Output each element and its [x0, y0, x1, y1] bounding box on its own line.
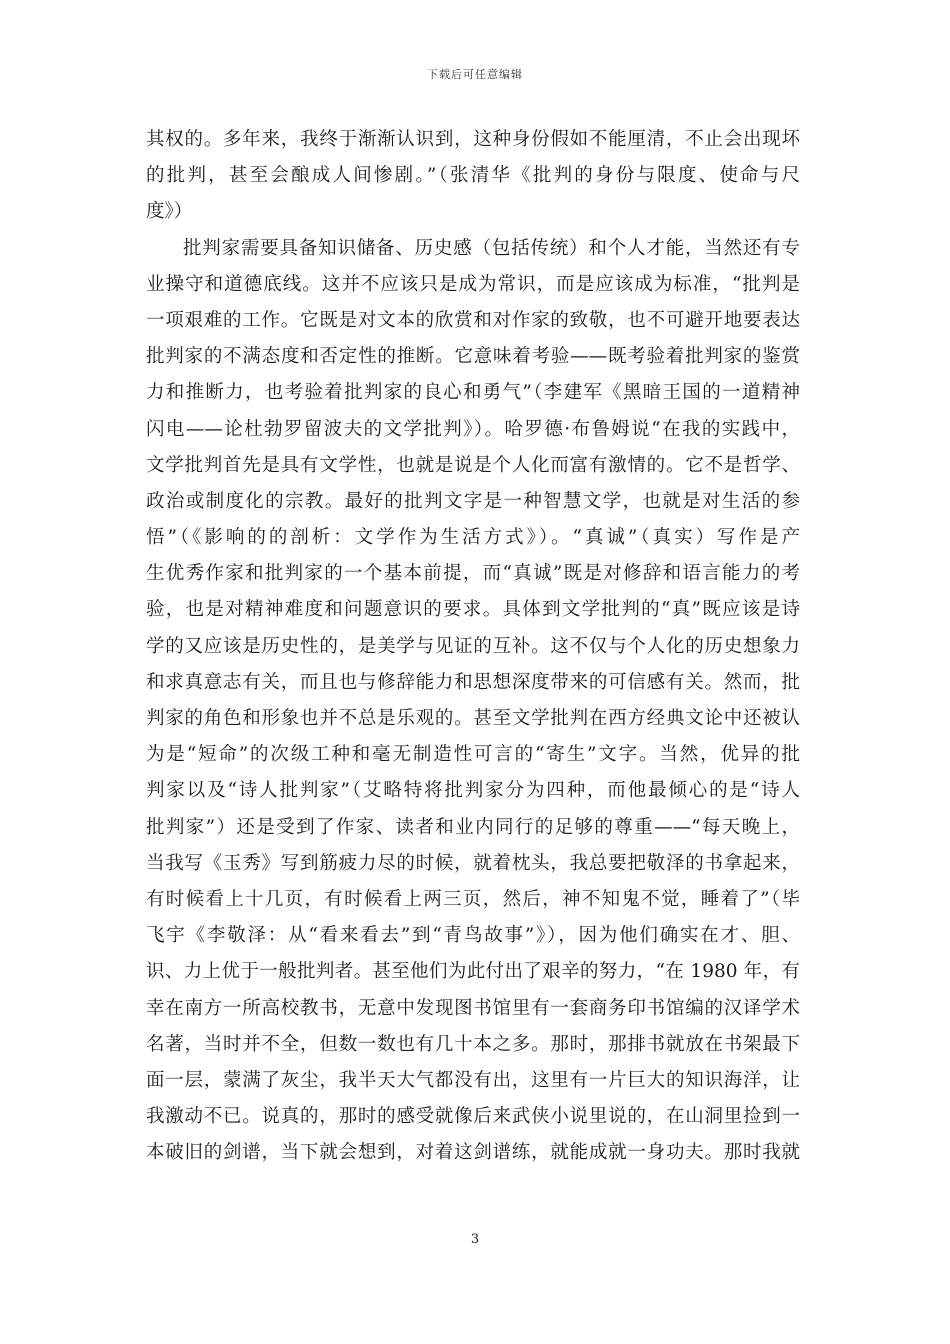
text-line: 验，也是对精神难度和问题意识的要求。具体到文学批判的“真”既应该是诗	[146, 599, 800, 621]
text-line: 批判家的不满态度和否定性的推断。它意味着考验——既考验着批判家的鉴赏	[146, 346, 800, 368]
text-line: 幸在南方一所高校教书，无意中发现图书馆里有一套商务印书馆编的汉译学术	[146, 997, 800, 1019]
text-line: 判家以及“诗人批判家”（艾略特将批判家分为四种，而他最倾心的是“诗人	[146, 780, 800, 802]
text-line: 有时候看上十几页，有时候看上两三页，然后，神不知鬼不觉，睡着了”（毕	[146, 888, 800, 910]
text-line: 生优秀作家和批判家的一个基本前提，而“真诚”既是对修辞和语言能力的考	[146, 563, 800, 585]
text-line: 力和推断力，也考验着批判家的良心和勇气”（李建军《黑暗王国的一道精神	[146, 382, 800, 404]
text-line: 度》）	[146, 201, 193, 223]
text-line: 飞宇《李敬泽：从“看来看去”到“青鸟故事”》），因为他们确实在才、胆、	[146, 925, 800, 947]
text-line: 文学批判首先是具有文学性，也就是说是个人化而富有激情的。它不是哲学、	[146, 454, 800, 476]
text-line: 学的又应该是历史性的，是美学与见证的互补。这不仅与个人化的历史想象力	[146, 635, 800, 657]
text-line: 识、力上优于一般批判者。甚至他们为此付出了艰辛的努力，“在 1980 年，有	[146, 961, 800, 983]
text-line: 本破旧的剑谱，当下就会想到，对着这剑谱练，就能成就一身功夫。那时我就	[146, 1142, 800, 1164]
paragraph-first-line: 批判家需要具备知识储备、历史感（包括传统）和个人才能，当然还有专	[183, 237, 800, 259]
text-line: 当我写《玉秀》写到筋疲力尽的时候，就着枕头，我总要把敬泽的书拿起来，	[146, 852, 800, 874]
document-body	[146, 122, 800, 1171]
text-line: 为是“短命”的次级工种和毫无制造性可言的“寄生”文字。当然，优异的批	[146, 744, 800, 766]
text-line: 和求真意志有关，而且也与修辞能力和思想深度带来的可信感有关。然而，批	[146, 671, 800, 693]
text-line: 业操守和道德底线。这并不应该只是成为常识，而是应该成为标准，“批判是	[146, 273, 800, 295]
text-line: 悟”（《影响的的剖析：文学作为生活方式》）。“真诚”（真实）写作是产	[146, 527, 800, 549]
text-line: 判家的角色和形象也并不总是乐观的。甚至文学批判在西方经典文论中还被认	[146, 708, 800, 729]
text-line: 批判家”）还是受到了作家、读者和业内同行的足够的尊重——“每天晚上，	[146, 816, 800, 838]
text-line: 一项艰难的工作。它既是对文本的欣赏和对作家的致敬，也不可避开地要表达	[146, 309, 800, 331]
text-line: 政治或制度化的宗教。最好的批判文字是一种智慧文学，也就是对生活的参	[146, 490, 800, 512]
text-line: 我激动不已。说真的，那时的感受就像后来武侠小说里说的，在山洞里捡到一	[146, 1106, 800, 1128]
page-number: 3	[470, 1232, 480, 1247]
text-line: 闪电——论杜勃罗留波夫的文学批判》）。哈罗德·布鲁姆说“在我的实践中，	[146, 418, 800, 440]
page-header-note: 下载后可任意编辑	[427, 68, 523, 81]
text-line: 的批判，甚至会酿成人间惨剧。”（张清华《批判的身份与限度、使命与尺	[146, 165, 800, 187]
text-line: 面一层，蒙满了灰尘，我半天大气都没有出，这里有一片巨大的知识海洋，让	[146, 1069, 800, 1091]
text-line: 名著，当时并不全，但数一数也有几十本之多。那时，那排书就放在书架最下	[146, 1033, 800, 1055]
text-line: 其权的。多年来，我终于渐渐认识到，这种身份假如不能厘清，不止会出现坏	[146, 129, 800, 150]
